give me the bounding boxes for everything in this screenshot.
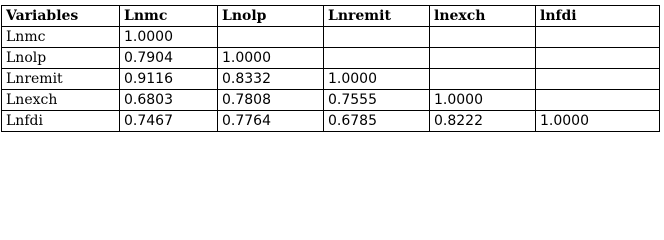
row-label: Lnolp (2, 48, 120, 69)
table-cell: 0.7904 (120, 48, 218, 69)
column-header-lnremit: Lnremit (324, 6, 430, 27)
table-row (2, 111, 660, 132)
table-cell: 1.0000 (536, 111, 660, 132)
correlation-table (1, 5, 660, 132)
table-cell: 0.7467 (120, 111, 218, 132)
table-cell: 0.7555 (324, 90, 430, 111)
table-cell (218, 27, 324, 48)
table-cell (536, 27, 660, 48)
row-label: Lnmc (2, 27, 120, 48)
table-cell (536, 48, 660, 69)
table-cell (430, 48, 536, 69)
table-cell: 0.7764 (218, 111, 324, 132)
table-row (2, 69, 660, 90)
table-cell (324, 48, 430, 69)
row-label: Lnexch (2, 90, 120, 111)
column-header-lnfdi: lnfdi (536, 6, 660, 27)
column-header-lnolp: Lnolp (218, 6, 324, 27)
table-cell: 0.7808 (218, 90, 324, 111)
table-cell: 1.0000 (120, 27, 218, 48)
table-row (2, 90, 660, 111)
column-header-variables: Variables (2, 6, 120, 27)
column-header-lnexch: lnexch (430, 6, 536, 27)
table-cell: 0.9116 (120, 69, 218, 90)
table-cell (536, 90, 660, 111)
table-cell (536, 69, 660, 90)
table-cell: 0.8222 (430, 111, 536, 132)
header-row (2, 6, 660, 27)
table-cell (430, 69, 536, 90)
table-cell: 0.8332 (218, 69, 324, 90)
row-label: Lnfdi (2, 111, 120, 132)
column-header-lnmc: Lnmc (120, 6, 218, 27)
row-label: Lnremit (2, 69, 120, 90)
table-cell: 1.0000 (324, 69, 430, 90)
table-cell: 0.6785 (324, 111, 430, 132)
table-row (2, 27, 660, 48)
table-row (2, 48, 660, 69)
table-cell: 1.0000 (218, 48, 324, 69)
table-cell (430, 27, 536, 48)
table-cell: 1.0000 (430, 90, 536, 111)
table-cell: 0.6803 (120, 90, 218, 111)
table-cell (324, 27, 430, 48)
